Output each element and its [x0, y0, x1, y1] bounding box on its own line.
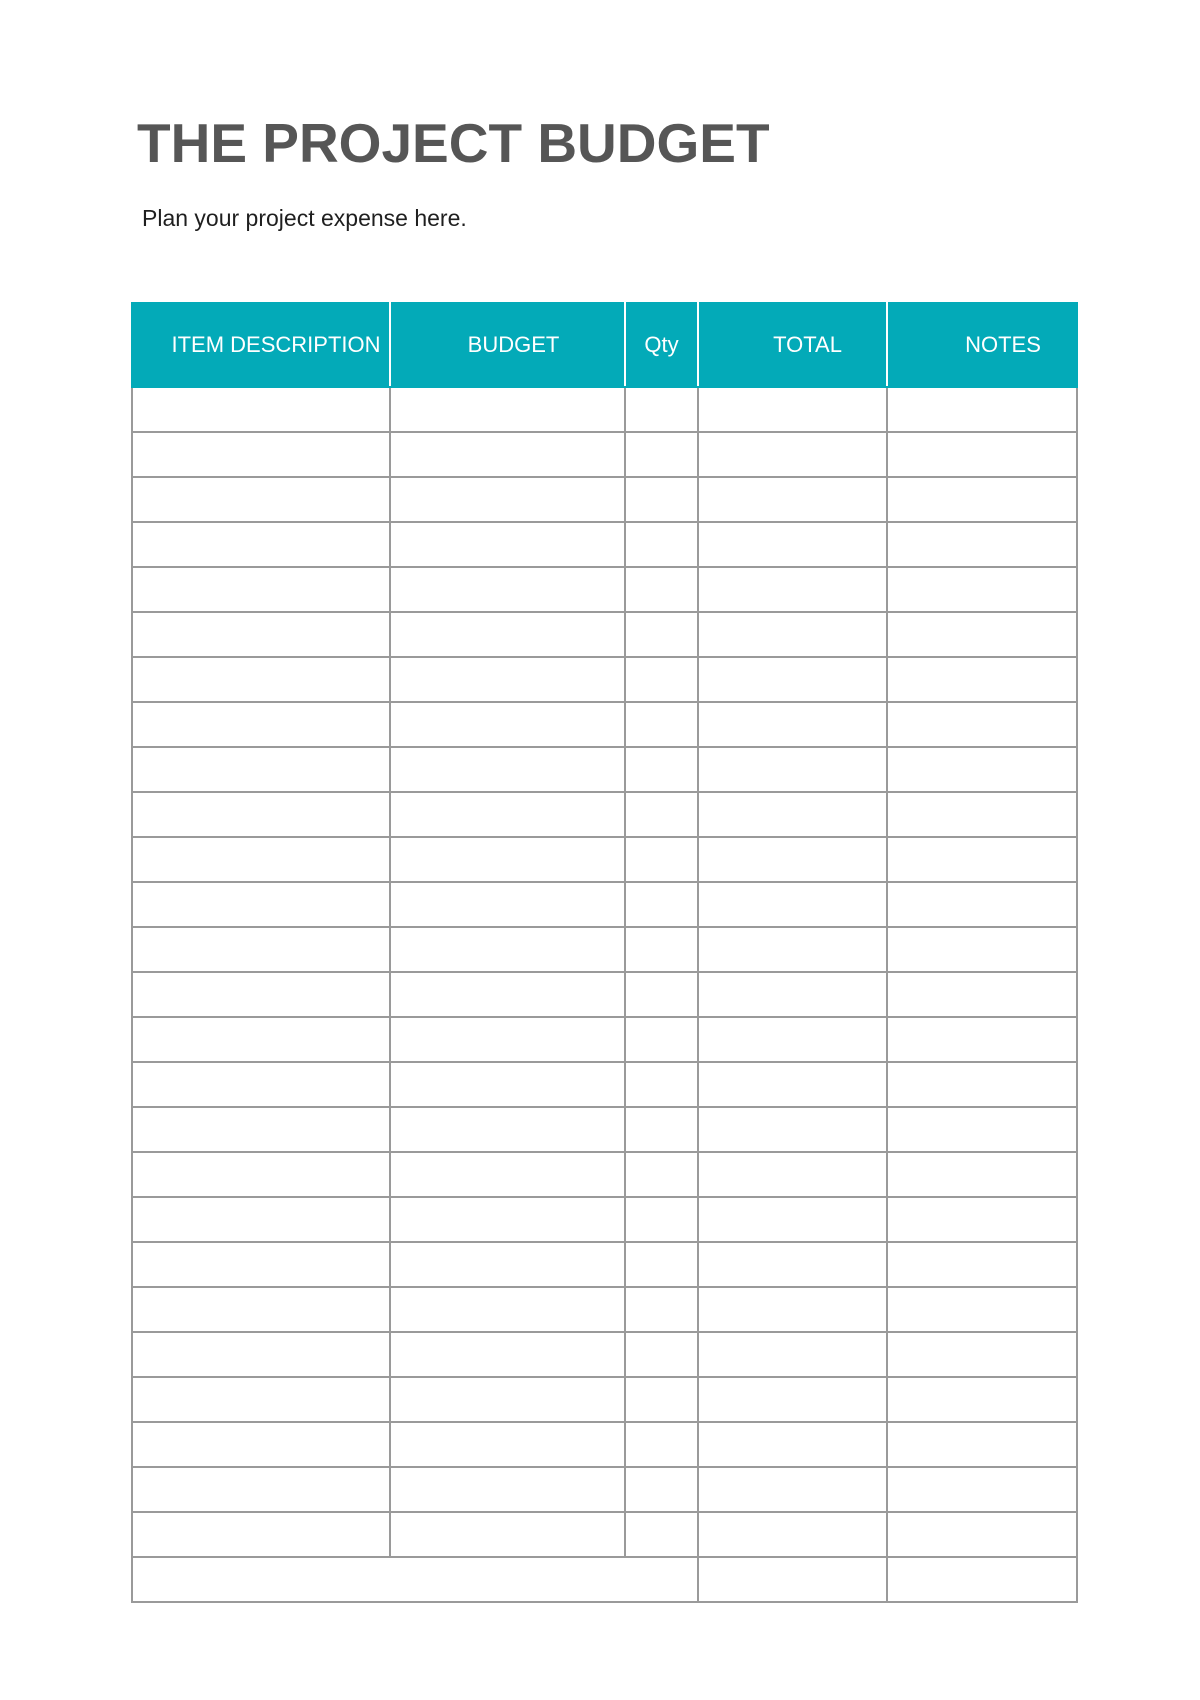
budget-cell[interactable] — [390, 927, 625, 972]
item-description-cell[interactable] — [132, 612, 390, 657]
qty-cell[interactable] — [625, 1422, 698, 1467]
item-description-cell[interactable] — [132, 792, 390, 837]
table-row — [132, 387, 1077, 432]
item-description-cell[interactable] — [132, 1197, 390, 1242]
total-cell[interactable] — [698, 927, 887, 972]
budget-cell[interactable] — [390, 1152, 625, 1197]
table-total-row — [132, 1557, 1077, 1602]
notes-cell[interactable] — [887, 387, 1077, 432]
table-row — [132, 702, 1077, 747]
budget-cell[interactable] — [390, 1017, 625, 1062]
budget-cell[interactable] — [390, 882, 625, 927]
budget-cell[interactable] — [390, 837, 625, 882]
total-cell[interactable] — [698, 612, 887, 657]
table-row — [132, 1017, 1077, 1062]
total-cell[interactable] — [698, 1197, 887, 1242]
notes-cell[interactable] — [887, 1332, 1077, 1377]
notes-cell[interactable] — [887, 837, 1077, 882]
total-cell[interactable] — [698, 1332, 887, 1377]
total-cell[interactable] — [698, 1377, 887, 1422]
table-row — [132, 1242, 1077, 1287]
table-row — [132, 792, 1077, 837]
qty-cell[interactable] — [625, 477, 698, 522]
qty-cell[interactable] — [625, 1152, 698, 1197]
budget-cell[interactable] — [390, 1197, 625, 1242]
table-row — [132, 1377, 1077, 1422]
item-description-cell[interactable] — [132, 1332, 390, 1377]
qty-cell[interactable] — [625, 1287, 698, 1332]
item-description-cell[interactable] — [132, 1377, 390, 1422]
qty-cell[interactable] — [625, 387, 698, 432]
notes-cell[interactable] — [887, 522, 1077, 567]
budget-cell[interactable] — [390, 1287, 625, 1332]
qty-cell[interactable] — [625, 972, 698, 1017]
total-cell[interactable] — [698, 1467, 887, 1512]
column-header-budget: BUDGET — [390, 303, 625, 387]
total-cell[interactable] — [698, 1152, 887, 1197]
notes-cell[interactable] — [887, 612, 1077, 657]
item-description-cell[interactable] — [132, 1017, 390, 1062]
grand-total-cell[interactable] — [698, 1557, 887, 1602]
notes-cell[interactable] — [887, 1512, 1077, 1557]
item-description-cell[interactable] — [132, 747, 390, 792]
budget-cell[interactable] — [390, 477, 625, 522]
total-cell[interactable] — [698, 1512, 887, 1557]
item-description-cell[interactable] — [132, 567, 390, 612]
qty-cell[interactable] — [625, 747, 698, 792]
qty-cell[interactable] — [625, 882, 698, 927]
table-row — [132, 1467, 1077, 1512]
table-row — [132, 567, 1077, 612]
budget-cell[interactable] — [390, 1422, 625, 1467]
item-description-cell[interactable] — [132, 1512, 390, 1557]
item-description-cell[interactable] — [132, 837, 390, 882]
table-row — [132, 837, 1077, 882]
qty-cell[interactable] — [625, 1332, 698, 1377]
table-row — [132, 972, 1077, 1017]
qty-cell[interactable] — [625, 702, 698, 747]
table-row — [132, 1152, 1077, 1197]
total-cell[interactable] — [698, 432, 887, 477]
item-description-cell[interactable] — [132, 927, 390, 972]
table-body — [132, 387, 1077, 1602]
total-cell[interactable] — [698, 702, 887, 747]
notes-cell[interactable] — [887, 1467, 1077, 1512]
notes-cell[interactable] — [887, 747, 1077, 792]
total-label-cell[interactable] — [132, 1557, 698, 1602]
table-row — [132, 1332, 1077, 1377]
budget-cell[interactable] — [390, 1107, 625, 1152]
table-row — [132, 1197, 1077, 1242]
table-row — [132, 1062, 1077, 1107]
table-row — [132, 657, 1077, 702]
budget-cell[interactable] — [390, 1062, 625, 1107]
qty-cell[interactable] — [625, 1197, 698, 1242]
qty-cell[interactable] — [625, 1377, 698, 1422]
budget-cell[interactable] — [390, 1332, 625, 1377]
qty-cell[interactable] — [625, 612, 698, 657]
item-description-cell[interactable] — [132, 1242, 390, 1287]
qty-cell[interactable] — [625, 567, 698, 612]
page-subtitle: Plan your project expense here. — [142, 205, 467, 231]
notes-cell[interactable] — [887, 1017, 1077, 1062]
budget-cell[interactable] — [390, 1377, 625, 1422]
table-row — [132, 927, 1077, 972]
total-notes-cell[interactable] — [887, 1557, 1077, 1602]
budget-cell[interactable] — [390, 1512, 625, 1557]
notes-cell[interactable] — [887, 1287, 1077, 1332]
notes-cell[interactable] — [887, 567, 1077, 612]
budget-cell[interactable] — [390, 1467, 625, 1512]
item-description-cell[interactable] — [132, 522, 390, 567]
qty-cell[interactable] — [625, 927, 698, 972]
total-cell[interactable] — [698, 882, 887, 927]
column-header-item-description: ITEM DESCRIPTION — [132, 303, 390, 387]
qty-cell[interactable] — [625, 1107, 698, 1152]
table-row — [132, 1422, 1077, 1467]
notes-cell[interactable] — [887, 1242, 1077, 1287]
item-description-cell[interactable] — [132, 477, 390, 522]
item-description-cell[interactable] — [132, 1422, 390, 1467]
total-cell[interactable] — [698, 477, 887, 522]
budget-cell[interactable] — [390, 522, 625, 567]
total-cell[interactable] — [698, 387, 887, 432]
table-row — [132, 522, 1077, 567]
qty-cell[interactable] — [625, 1467, 698, 1512]
table-row — [132, 1107, 1077, 1152]
notes-cell[interactable] — [887, 1422, 1077, 1467]
qty-cell[interactable] — [625, 1017, 698, 1062]
notes-cell[interactable] — [887, 792, 1077, 837]
total-cell[interactable] — [698, 747, 887, 792]
table-row — [132, 882, 1077, 927]
qty-cell[interactable] — [625, 522, 698, 567]
notes-cell[interactable] — [887, 1197, 1077, 1242]
total-cell[interactable] — [698, 837, 887, 882]
item-description-cell[interactable] — [132, 387, 390, 432]
qty-cell[interactable] — [625, 1062, 698, 1107]
item-description-cell[interactable] — [132, 1107, 390, 1152]
budget-cell[interactable] — [390, 387, 625, 432]
table-row — [132, 747, 1077, 792]
total-cell[interactable] — [698, 1242, 887, 1287]
item-description-cell[interactable] — [132, 432, 390, 477]
total-cell[interactable] — [698, 972, 887, 1017]
table-row — [132, 432, 1077, 477]
item-description-cell[interactable] — [132, 972, 390, 1017]
total-cell[interactable] — [698, 1107, 887, 1152]
budget-table — [131, 302, 1078, 1603]
item-description-cell[interactable] — [132, 1287, 390, 1332]
total-cell[interactable] — [698, 522, 887, 567]
budget-cell[interactable] — [390, 657, 625, 702]
item-description-cell[interactable] — [132, 657, 390, 702]
notes-cell[interactable] — [887, 882, 1077, 927]
total-cell[interactable] — [698, 567, 887, 612]
budget-cell[interactable] — [390, 432, 625, 477]
budget-cell[interactable] — [390, 747, 625, 792]
table-row — [132, 1512, 1077, 1557]
notes-cell[interactable] — [887, 477, 1077, 522]
item-description-cell[interactable] — [132, 1152, 390, 1197]
total-cell[interactable] — [698, 1287, 887, 1332]
item-description-cell[interactable] — [132, 1062, 390, 1107]
budget-cell[interactable] — [390, 702, 625, 747]
notes-cell[interactable] — [887, 657, 1077, 702]
notes-cell[interactable] — [887, 1107, 1077, 1152]
total-cell[interactable] — [698, 1422, 887, 1467]
notes-cell[interactable] — [887, 1062, 1077, 1107]
qty-cell[interactable] — [625, 1242, 698, 1287]
notes-cell[interactable] — [887, 702, 1077, 747]
notes-cell[interactable] — [887, 1377, 1077, 1422]
page-title: THE PROJECT BUDGET — [137, 112, 770, 174]
total-cell[interactable] — [698, 657, 887, 702]
total-cell[interactable] — [698, 792, 887, 837]
column-header-qty: Qty — [625, 303, 698, 387]
item-description-cell[interactable] — [132, 702, 390, 747]
item-description-cell[interactable] — [132, 882, 390, 927]
table-row — [132, 612, 1077, 657]
budget-cell[interactable] — [390, 567, 625, 612]
total-cell[interactable] — [698, 1062, 887, 1107]
notes-cell[interactable] — [887, 972, 1077, 1017]
qty-cell[interactable] — [625, 837, 698, 882]
notes-cell[interactable] — [887, 432, 1077, 477]
budget-cell[interactable] — [390, 1242, 625, 1287]
budget-cell[interactable] — [390, 972, 625, 1017]
table-header-row — [132, 303, 1077, 387]
notes-cell[interactable] — [887, 927, 1077, 972]
total-cell[interactable] — [698, 1017, 887, 1062]
qty-cell[interactable] — [625, 1512, 698, 1557]
qty-cell[interactable] — [625, 432, 698, 477]
column-header-total: TOTAL — [698, 303, 887, 387]
notes-cell[interactable] — [887, 1152, 1077, 1197]
table-row — [132, 477, 1077, 522]
item-description-cell[interactable] — [132, 1467, 390, 1512]
qty-cell[interactable] — [625, 657, 698, 702]
budget-cell[interactable] — [390, 792, 625, 837]
qty-cell[interactable] — [625, 792, 698, 837]
table-row — [132, 1287, 1077, 1332]
column-header-notes: NOTES — [887, 303, 1077, 387]
budget-cell[interactable] — [390, 612, 625, 657]
